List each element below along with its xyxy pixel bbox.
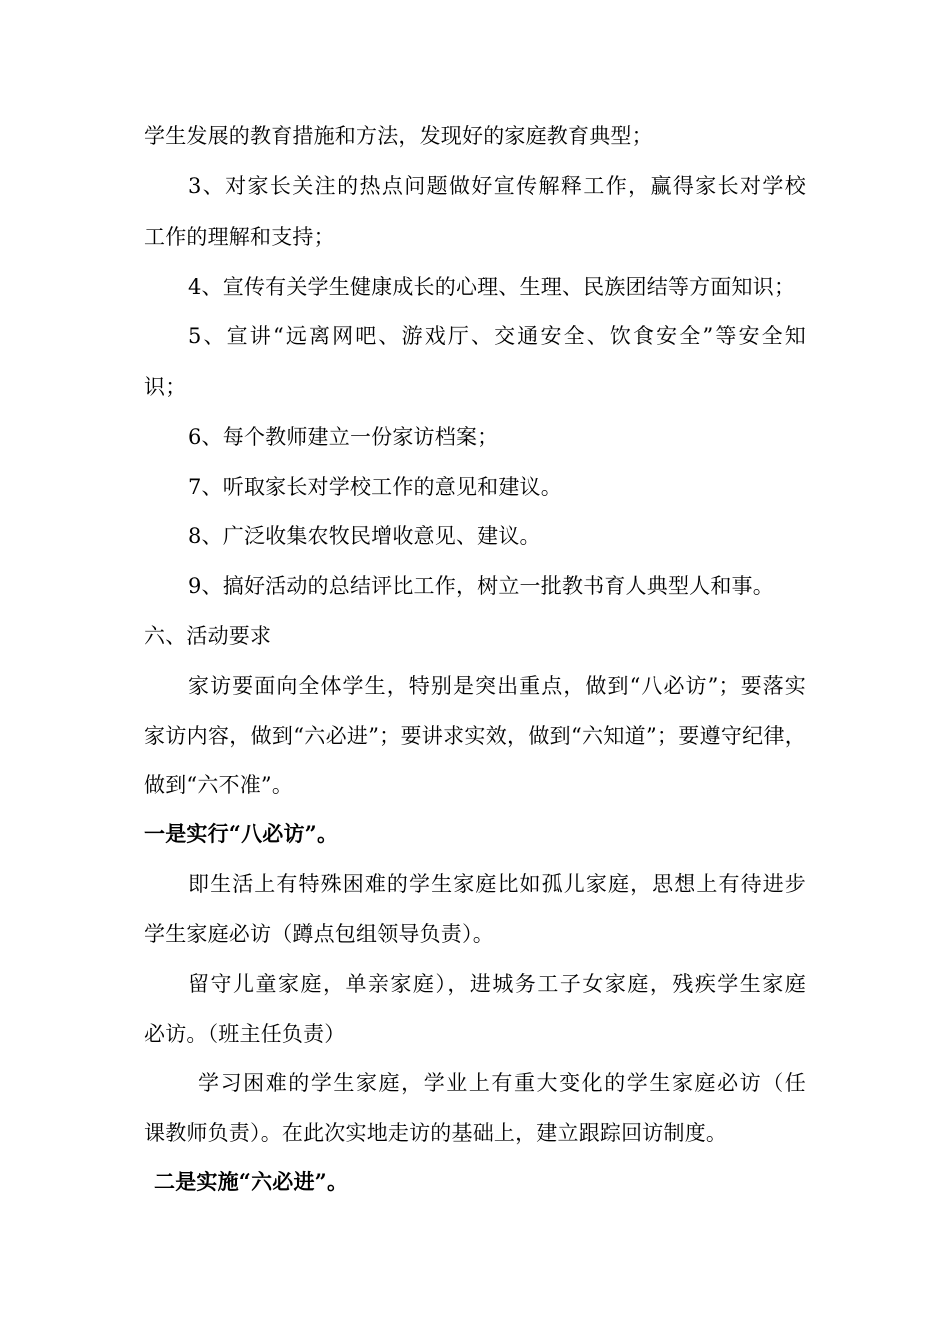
paragraph-line: 学生发展的教育措施和方法，发现好的家庭教育典型；	[144, 124, 653, 148]
subheading: 一是实行“八必访”。	[144, 821, 339, 846]
list-item-9: 9、搞好活动的总结评比工作，树立一批教书育人典型人和事。	[188, 574, 774, 598]
paragraph-line: 学习困难的学生家庭，学业上有重大变化的学生家庭必访（任	[198, 1071, 806, 1095]
paragraph-line: 课教师负责）。在此次实地走访的基础上，建立跟踪回访制度。	[144, 1121, 728, 1145]
subheading: 二是实施“六必进”。	[154, 1169, 349, 1194]
paragraph-line: 做到“六不准”。	[144, 773, 294, 797]
paragraph-line: 家访要面向全体学生，特别是突出重点，做到“八必访”；要落实	[188, 674, 806, 698]
list-item-7: 7、听取家长对学校工作的意见和建议。	[188, 475, 562, 499]
paragraph-line: 即生活上有特殊困难的学生家庭比如孤儿家庭，思想上有待进步	[188, 872, 806, 896]
list-item-3-continued: 工作的理解和支持；	[144, 225, 335, 249]
list-item-8: 8、广泛收集农牧民增收意见、建议。	[188, 524, 541, 548]
paragraph-line: 留守儿童家庭，单亲家庭），进城务工子女家庭，残疾学生家庭	[188, 972, 806, 996]
list-item-5-continued: 识；	[144, 375, 187, 399]
list-item-6: 6、每个教师建立一份家访档案；	[188, 425, 499, 449]
list-item-5: 5、宣讲“远离网吧、游戏厅、交通安全、饮食安全”等安全知	[188, 324, 806, 348]
paragraph-line: 必访。（班主任负责）	[144, 1022, 346, 1046]
paragraph-line: 家访内容，做到“六必进”；要讲求实效，做到“六知道”；要遵守纪律，	[144, 724, 806, 748]
list-item-3: 3、对家长关注的热点问题做好宣传解释工作，赢得家长对学校	[188, 174, 806, 198]
paragraph-line: 学生家庭必访（蹲点包组领导负责）。	[144, 922, 494, 946]
list-item-4: 4、宣传有关学生健康成长的心理、生理、民族团结等方面知识；	[188, 275, 796, 299]
section-heading: 六、活动要求	[144, 624, 272, 648]
